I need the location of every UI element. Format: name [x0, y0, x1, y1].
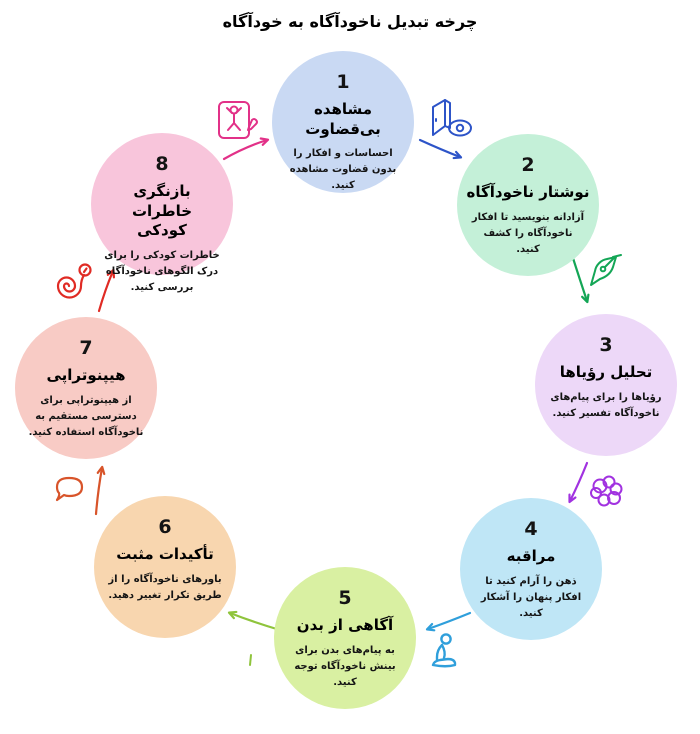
- door-eye-icon-strokes: [433, 100, 471, 136]
- step-number: 2: [521, 154, 535, 176]
- brain-icon-strokes: [591, 477, 622, 506]
- step-title: هیپنوتراپی: [46, 366, 126, 384]
- pen-nib-icon-strokes: [591, 255, 621, 285]
- step-circle-8: [91, 133, 233, 293]
- page-title: چرخه تبدیل ناخودآگاه به خودآگاه: [222, 12, 478, 31]
- hypnosis-spiral-icon-strokes: [58, 265, 91, 298]
- step-title: نوشتار ناخودآگاه: [466, 183, 590, 201]
- arrow-step3-step4: [570, 463, 587, 501]
- step-title: تحلیل رؤیاها: [559, 363, 653, 381]
- step-circle-5: [274, 567, 416, 709]
- step-description: از هیپنوتراپی برای دسترسی مستقیم به ناخودآگاه استفاده کنید.: [28, 394, 144, 438]
- arrow-step5-step6: [230, 613, 280, 630]
- step-number: 8: [155, 153, 169, 175]
- step-number: 1: [336, 71, 350, 93]
- step-number: 4: [524, 518, 538, 540]
- step-title: تأکیدات مثبت: [116, 545, 214, 563]
- step-title: آگاهی از بدن: [296, 616, 394, 634]
- step-circle-2: [457, 134, 599, 276]
- step-number: 5: [338, 587, 352, 609]
- step-number: 3: [599, 334, 613, 356]
- meditation-icon-strokes: [433, 634, 455, 666]
- hypnosis-spiral-icon: [48, 259, 94, 303]
- pen-nib-icon: [584, 249, 624, 291]
- step-circle-6: [94, 496, 236, 638]
- step-title: مراقبه: [506, 547, 556, 565]
- step-circle-4: [460, 498, 602, 640]
- step-description: باورهای ناخودآگاه را از طریق تکرار تغییر دهید.: [108, 573, 222, 601]
- step-description: به پیام‌های بدن برای بینش ناخودآگاه توجه کنید.: [294, 644, 396, 688]
- door-eye-icon: [429, 97, 475, 141]
- step-title: مشاهده بی‌قضاوت: [305, 100, 381, 138]
- brain-icon: [588, 473, 624, 509]
- meditation-icon: [428, 631, 462, 671]
- arrow-step6-step7: [96, 468, 102, 514]
- step-title: بازنگری خاطرات کودکی: [131, 182, 193, 239]
- tick-mark-icon-strokes: [250, 655, 251, 665]
- step-circle-3: [535, 314, 677, 456]
- step-number: 6: [158, 516, 172, 538]
- tick-mark-icon: [246, 652, 256, 668]
- step-description: آزادانه بنویسید تا افکار ناخودآگاه را کشف کنید.: [471, 211, 585, 255]
- speech-bubble-icon: [48, 472, 90, 510]
- step-description: احساسات و افکار را بدون قضاوت مشاهده کنید.: [289, 148, 397, 191]
- step-number: 7: [79, 337, 93, 359]
- step-description: ذهن را آرام کنید تا افکار پنهان را آشکار کنید.: [480, 575, 582, 619]
- step-circle-7: [15, 317, 157, 459]
- step-description: رؤیاها را برای پیام‌های ناخودآگاه تفسیر کنید.: [550, 391, 662, 419]
- child-drawing-icon: [214, 98, 262, 144]
- speech-bubble-icon-strokes: [57, 478, 82, 500]
- arrow-step1-step2: [420, 140, 460, 157]
- step-circle-1: [272, 51, 414, 193]
- child-drawing-icon-strokes: [219, 102, 257, 138]
- step-description: خاطرات کودکی را برای درک الگوهای ناخودآگاه بررسی کنید.: [104, 249, 220, 293]
